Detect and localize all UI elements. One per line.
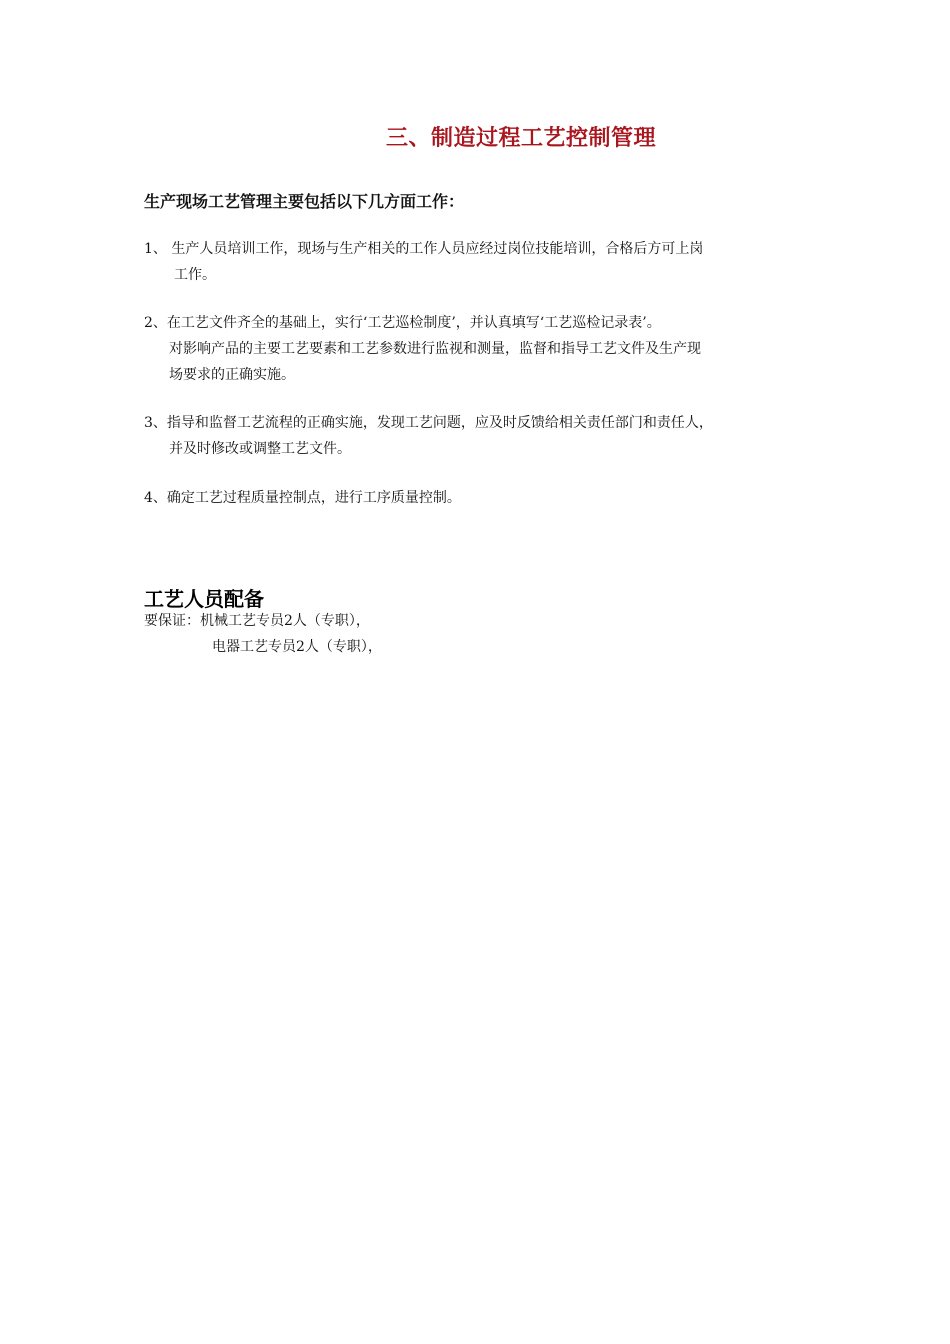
list-item-line: 场要求的正确实施。	[169, 367, 295, 383]
staff-line: 电器工艺专员2人（专职），	[212, 639, 382, 655]
list-item-line: 4、确定工艺过程质量控制点，进行工序质量控制。	[144, 490, 461, 506]
list-item-line: 3、指导和监督工艺流程的正确实施，发现工艺问题，应及时反馈给相关责任部门和责任人，	[144, 415, 713, 431]
list-item	[144, 410, 814, 462]
list-item	[144, 485, 814, 511]
list-item-line: 工作。	[174, 267, 216, 283]
intro-heading: 生产现场工艺管理主要包括以下几方面工作：	[144, 192, 465, 211]
list-item-line: 1、 生产人员培训工作，现场与生产相关的工作人员应经过岗位技能培训，合格后方可上岗	[144, 241, 704, 257]
staff-line: 要保证：机械工艺专员2人（专职），	[144, 613, 370, 629]
list-item	[144, 236, 814, 288]
list-item-line: 对影响产品的主要工艺要素和工艺参数进行监视和测量，监督和指导工艺文件及生产现	[169, 341, 701, 357]
list-item-line: 2、在工艺文件齐全的基础上，实行‘工艺巡检制度’，并认真填写‘工艺巡检记录表’。	[144, 315, 661, 331]
staff-heading: 工艺人员配备	[144, 587, 264, 611]
page-title: 三、制造过程工艺控制管理	[385, 126, 656, 151]
list-item	[144, 310, 814, 388]
list-item-line: 并及时修改或调整工艺文件。	[169, 441, 351, 457]
